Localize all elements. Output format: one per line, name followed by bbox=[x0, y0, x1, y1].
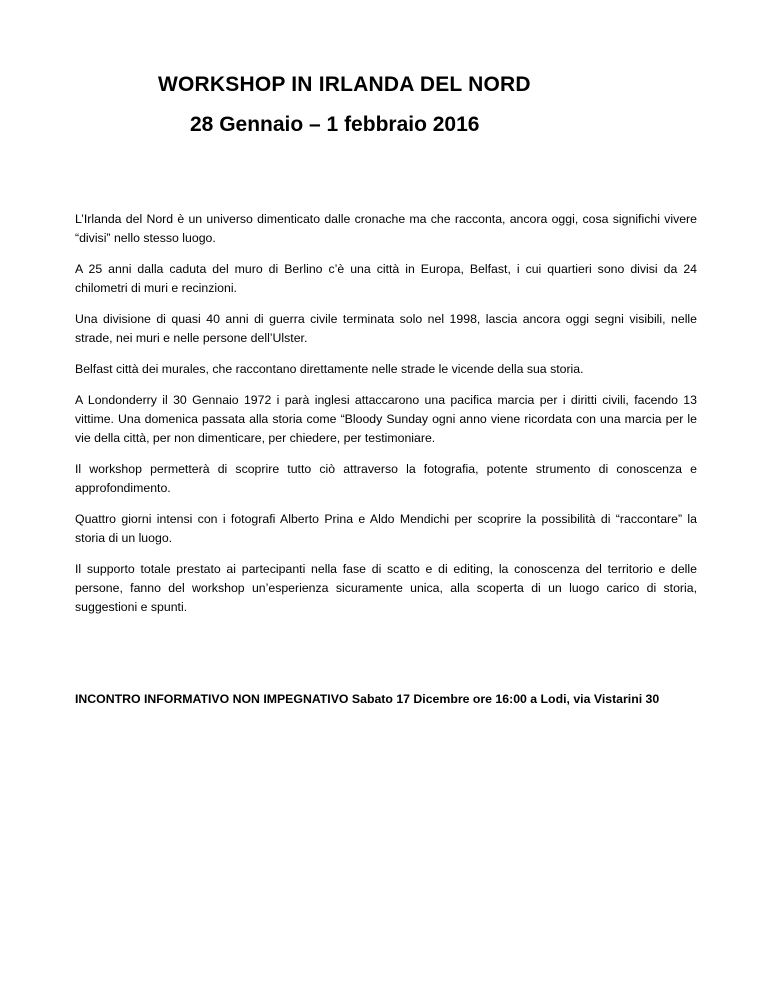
info-meeting-line: INCONTRO INFORMATIVO NON IMPEGNATIVO Sabato 17 Dicembre ore 16:00 a Lodi, via Vistarini 30 bbox=[75, 692, 660, 706]
paragraph-bloody-sunday: A Londonderry il 30 Gennaio 1972 i parà inglesi attaccarono una pacifica marcia per i diritti civili, facendo 13 vittime. Una domenica passata alla storia come “Bloody Sunday ogni anno viene ricordata con una marcia per le vie della città, per non dimenticare, per chiedere, per testimoniare. bbox=[75, 393, 697, 445]
paragraph-support: Il supporto totale prestato ai partecipanti nella fase di scatto e di editing, la conoscenza del territorio e delle persone, fanno del workshop un’esperienza sicuramente unica, alla scoperta di un luogo carico di storia, suggestioni e spunti. bbox=[75, 562, 697, 614]
paragraph-murals: Belfast città dei murales, che raccontano direttamente nelle strade le vicende della sua storia. bbox=[75, 362, 584, 376]
document-title: WORKSHOP IN IRLANDA DEL NORD bbox=[158, 73, 531, 96]
paragraph-intro: L’Irlanda del Nord è un universo dimenticato dalle cronache ma che racconta, ancora oggi, cosa significhi vivere “divisi” nello stesso luogo. bbox=[75, 212, 697, 245]
paragraph-belfast-walls: A 25 anni dalla caduta del muro di Berlino c’è una città in Europa, Belfast, i cui quartieri sono divisi da 24 chilometri di muri e recinzioni. bbox=[75, 262, 697, 295]
document-body bbox=[75, 210, 697, 629]
paragraph-photographers: Quattro giorni intensi con i fotografi Alberto Prina e Aldo Mendichi per scoprire la possibilità di “raccontare” la storia di un luogo. bbox=[75, 512, 697, 545]
document-dates: 28 Gennaio – 1 febbraio 2016 bbox=[190, 113, 480, 136]
paragraph-civil-war: Una divisione di quasi 40 anni di guerra civile terminata solo nel 1998, lascia ancora oggi segni visibili, nelle strade, nei muri e nelle persone dell’Ulster. bbox=[75, 312, 697, 345]
paragraph-workshop: Il workshop permetterà di scoprire tutto ciò attraverso la fotografia, potente strumento di conoscenza e approfondimento. bbox=[75, 462, 697, 495]
